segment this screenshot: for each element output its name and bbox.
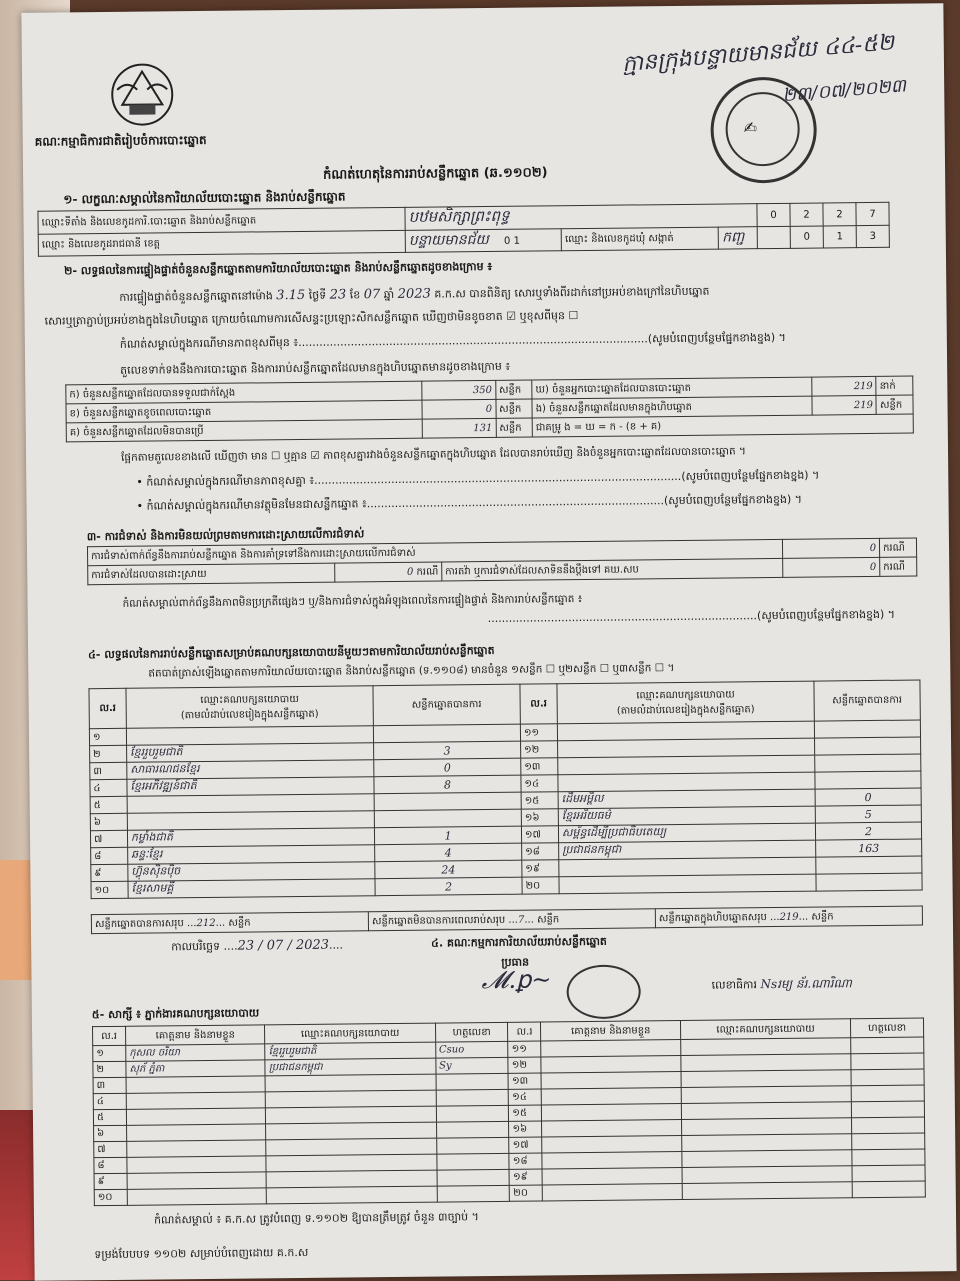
witness-party	[682, 1166, 852, 1184]
party-votes	[374, 809, 521, 828]
party-votes	[374, 792, 521, 811]
resolved-label: ការជំទាស់ដែលបានដោះស្រាយ	[88, 563, 335, 585]
party-votes	[373, 724, 520, 743]
witness-signature	[437, 1153, 510, 1170]
witness-col-header: ឈ្មោះគណបក្សនយោបាយ	[680, 1019, 850, 1040]
witness-party	[681, 1086, 851, 1104]
witness-name	[542, 1088, 682, 1105]
witness-no: ១	[93, 1045, 126, 1061]
col-votes: សន្លឹកឆ្នោតបានការ	[814, 680, 920, 721]
appeal-label: ការតវ៉ា ឬការជំទាស់ដែលសាទិននឹងប្តឹងទៅ គឃ.សប	[442, 558, 783, 581]
witness-signature	[852, 1149, 925, 1166]
party-votes	[814, 720, 920, 738]
valid-total: សន្លឹកឆ្នោតបានការសរុប ...212... សន្លឹក	[91, 912, 368, 934]
results-table	[88, 679, 922, 899]
unit-label: ករណី	[880, 557, 917, 576]
witness-no: ១៦	[509, 1121, 542, 1137]
footer-note: ទម្រង់បែបបទ ១១០២ សម្រាប់បំពេញដោយ គ.ក.ស	[94, 1245, 309, 1262]
difference-note: កំណត់សម្គាល់ក្នុងករណីមានភាពខុសពីមុន ៖....................................................................................................(សូមបំពេញបន្ថែមផ្នែកខាងខ្នង) ។	[119, 330, 786, 351]
verification-year: 2023	[397, 286, 431, 302]
section4-heading: ៤- លទ្ធផលនៃការរាប់សន្លឹកឆ្នោតសម្រាប់គណបក្សនយោបាយនីមួយៗតាមការិយាល័យរាប់សន្លឹកឆ្នោត	[88, 643, 495, 662]
witness-signature	[851, 1101, 924, 1118]
witness-name	[126, 1076, 266, 1093]
document-title: កំណត់ហេតុនៃការរាប់សន្លឹកឆ្នោត (ឆ.១១០២)	[323, 165, 548, 183]
valid-total-value: 212	[196, 917, 216, 929]
witness-signature	[436, 1137, 509, 1154]
party-votes: 2	[815, 822, 921, 840]
witness-party	[266, 1138, 436, 1156]
commune-value: កញ្ជ	[718, 227, 757, 249]
witness-table	[92, 1017, 926, 1206]
figures-intro: តួលេខទាក់ទងនឹងការបោះឆ្នោត និងការរាប់សន្លឹកឆ្នោតដែលមានក្នុងហិបឆ្នោតមានដូចខាងក្រោម ៖	[120, 359, 511, 377]
witness-name	[127, 1188, 267, 1205]
witness-signature	[852, 1165, 925, 1182]
box-total: សន្លឹកឆ្នោតក្នុងហិបឆ្នោតសរុប ...219... សន្លឹក	[655, 906, 922, 928]
witness-no: ១៥	[509, 1105, 542, 1121]
box-total-value: 219	[779, 911, 799, 923]
chair-label: ប្រធាន	[501, 955, 530, 969]
secretary: លេខាធិការ Nsរម្យ ន័រ.ណារិណា	[711, 976, 852, 992]
witness-no: ១៤	[509, 1089, 542, 1105]
party-votes: 5	[815, 805, 921, 823]
witness-signature: Csuo	[435, 1041, 508, 1058]
complaints-label: ការជំទាស់ពាក់ព័ន្ធនឹងការរាប់សន្លឹកឆ្នោត និងការគាំទ្រទៅនឹងការដោះស្រាយលើការជំទាស់	[87, 539, 782, 565]
result-no: ១២	[521, 741, 558, 758]
witness-party	[681, 1054, 851, 1072]
party-votes: 2	[375, 877, 522, 896]
result-no: ៣	[90, 762, 127, 779]
ballots-in-box-label: ង) ចំនួនសន្លឹកឆ្នោតដែលមានក្នុងហិបឆ្នោត	[532, 396, 812, 418]
witness-party	[267, 1186, 437, 1204]
witness-no: ១២	[508, 1057, 541, 1073]
witness-name	[541, 1040, 681, 1057]
witness-party	[266, 1122, 436, 1140]
chair-signature: 𝓜.ꝑ~	[481, 965, 552, 995]
witness-signature	[437, 1185, 510, 1202]
invalid-total-value: 7	[517, 914, 525, 926]
section4-sub: ឥតបាត់ត្រាស់ឡើងឆ្នោតតាមការិយាល័យបោះឆ្នោត និងរាប់សន្លឹកឆ្នោត (ទ.១១០៨) មានចំនួន ១សន្លឹក ☐ ឬ២សន្លឹក ☐ ឬ៣សន្លឹក ☐ ។	[148, 662, 675, 680]
unit-label: ករណី	[879, 538, 916, 557]
witness-party	[682, 1182, 852, 1200]
count-date: កាលបរិច្ឆេទ ....23 / 07 / 2023....	[171, 937, 344, 954]
final-note: កំណត់សម្គាល់ ៖ គ.ក.ស ត្រូវបំពេញ ទ.១១០២ ឱ្យបានត្រឹមត្រូវ ចំនួន ៣ច្បាប់ ។	[153, 1210, 479, 1227]
party-votes: 24	[375, 860, 522, 879]
result-no: ១៨	[522, 843, 559, 860]
section1-heading: ១- លក្ខណៈសម្គាល់នៃការិយាល័យបោះឆ្នោត និងរាប់សន្លឹកឆ្នោត	[63, 189, 346, 207]
party-votes: 0	[374, 758, 521, 777]
station-code-digit: 7	[856, 202, 889, 225]
spoiled-ballots-label: ខ) ចំនួនសន្លឹកឆ្នោតខូចពេលបោះឆ្នោត	[66, 400, 422, 423]
polling-station-value: បឋមសិក្សាព្រះពុទ្ធ	[405, 204, 757, 231]
witness-name	[542, 1120, 682, 1137]
party-name: ខ្មែរអភិវឌ្ឍន៍ជាតិ	[127, 777, 374, 797]
witness-name	[127, 1124, 267, 1141]
commune-code-digit: 3	[856, 225, 889, 247]
verification-day: 23	[329, 287, 347, 303]
committee-label: ៤. គណៈកម្មការការិយាល័យរាប់សន្លឹកឆ្នោត	[431, 934, 607, 950]
witness-name	[541, 1056, 681, 1073]
party-name: ហ៊្វុនស៊ិនប៉ិច	[128, 862, 375, 882]
party-name: ខ្មែរអរិយធម៌	[558, 806, 815, 826]
formula-label: ជាគម្រូ ង = ឃ = ក - (ខ + គ)	[532, 414, 913, 437]
witness-col-header: ឈ្មោះគណបក្សនយោបាយ	[265, 1023, 435, 1044]
unused-ballots-value: 131	[422, 418, 496, 438]
province-label: ឈ្មោះ និងលេខកូដរាជធានី ខេត្ត	[38, 230, 405, 256]
witness-signature	[436, 1089, 509, 1106]
discrepancy-note: • កំណត់សម្គាល់ក្នុងករណីមានភាពខុសគ្នា ៖.........................................................................................................(សូមបំពេញបន្ថែមផ្នែកខាងខ្នង) ។	[136, 468, 820, 489]
complaints-table	[87, 538, 917, 586]
witness-name	[126, 1092, 266, 1109]
witness-party	[265, 1074, 435, 1092]
witness-no: ៥	[93, 1109, 126, 1125]
witness-name	[127, 1156, 267, 1173]
witness-col-header: ល.រ	[508, 1022, 541, 1041]
party-votes: 8	[374, 775, 521, 794]
result-no: ១៧	[521, 826, 558, 843]
witness-name	[542, 1168, 682, 1185]
party-name: ប្រជាជនកម្ពុជា	[559, 840, 816, 860]
witness-signature: Sy	[436, 1057, 509, 1074]
invalid-total: សន្លឹកឆ្នោតមិនបានការពេលរាប់សរុប ...7... សន្លឹក	[368, 909, 655, 931]
complaints-value: 0	[782, 538, 879, 558]
witness-no: ១៣	[508, 1073, 541, 1089]
party-name: សម្ព័ន្ធដើម្បីប្រជាធិបតេយ្យ	[558, 823, 815, 843]
result-no: ៤	[90, 779, 127, 796]
verification-month: 07	[363, 287, 381, 303]
witness-no: ៧	[94, 1141, 127, 1157]
station-code-digit: 2	[790, 203, 823, 226]
witness-name	[542, 1136, 682, 1153]
result-no: ១៣	[521, 758, 558, 775]
ballots-in-box-value: 219	[812, 395, 877, 415]
party-votes: 4	[375, 843, 522, 862]
witness-party	[266, 1106, 436, 1124]
witness-no: ១៩	[509, 1169, 542, 1185]
witness-signature	[852, 1133, 925, 1150]
witness-no: ១១	[508, 1041, 541, 1057]
irregularities-fill: .............................................................................(សូមបំពេញបន្ថែមផ្នែកខាងខ្នង) ។	[487, 607, 896, 626]
party-name: កម្លាំងជាតិ	[127, 828, 374, 848]
party-votes	[815, 754, 921, 772]
intact-checkbox: ☑	[506, 309, 517, 323]
witness-no: ៣	[93, 1077, 126, 1093]
party-votes: 163	[816, 839, 922, 857]
polling-station-label: ឈ្មោះទីតាំង និងលេខកូដការិ.បោះឆ្នោត និងរាប់សន្លឹកឆ្នោត	[38, 207, 405, 234]
result-no: ៥	[90, 796, 127, 813]
result-no: ១៦	[521, 809, 558, 826]
result-no: ១១	[520, 724, 557, 741]
verification-line: ការផ្ទៀងផ្ទាត់ចំនួនសន្លឹកឆ្នោតនៅម៉ោង 3.15 ថ្ងៃទី 23 ខែ 07 ឆ្នាំ 2023 គ.ក.ស បានពិនិត្យ សោរឬទាំងពីរដាក់នៅប្រអប់ខាងក្រៅនៃហិបឆ្នោត	[119, 284, 710, 304]
witness-col-header: ហត្ថលេខា	[435, 1022, 508, 1042]
nec-emblem-icon	[107, 59, 178, 130]
witness-col-header: គោត្តនាម និងនាមខ្លួន	[126, 1025, 266, 1045]
witness-party	[681, 1102, 851, 1120]
witness-name	[127, 1172, 267, 1189]
figures-table	[65, 376, 914, 443]
result-no: ៩	[91, 864, 128, 881]
witness-no: ១៧	[509, 1137, 542, 1153]
witness-party: ប្រជាជនកម្ពុជា	[265, 1058, 435, 1076]
witness-party	[681, 1070, 851, 1088]
unit-label: សន្លឹក	[495, 380, 532, 399]
party-name: ខ្មែររួបរួមជាតិ	[127, 743, 374, 763]
witness-signature	[437, 1169, 510, 1186]
unit-label: នាក់	[876, 376, 913, 395]
party-votes: 0	[815, 788, 921, 806]
witness-no: ១០	[94, 1189, 127, 1205]
witness-name: សុភ័ ភ្នំតា	[126, 1060, 266, 1077]
witness-name	[541, 1072, 681, 1089]
unit-label: សន្លឹក	[496, 418, 533, 437]
col-party: ឈ្មោះគណបក្សនយោបាយ (តាមលំដាប់លេខរៀងក្នុងសន្លឹកឆ្នោត)	[557, 681, 814, 724]
witness-party	[681, 1038, 851, 1056]
witness-signature	[851, 1069, 924, 1086]
witness-signature	[851, 1085, 924, 1102]
party-name: សាធារណជនខ្មែរ	[127, 760, 374, 780]
voters-value: 219	[812, 376, 877, 396]
witness-name	[126, 1108, 266, 1125]
committee-stamp	[566, 964, 641, 1019]
resolved-cell: 0 ករណី	[335, 562, 442, 582]
witness-name	[542, 1104, 682, 1121]
result-no: ១	[89, 728, 126, 745]
section2-heading: ២- លទ្ធផលនៃការផ្ទៀងផ្ទាត់ចំនួនសន្លឹកឆ្នោតតាមការិយាល័យបោះឆ្នោត និងរាប់សន្លឹកឆ្នោតដូចខាងក្រោម ៖	[64, 259, 493, 278]
party-name: ខ្មែរសាមគ្គី	[128, 879, 375, 899]
changed-checkbox: ☐	[568, 309, 579, 323]
handwritten-date: ២៣/០៧/២០២៣	[781, 75, 907, 107]
received-ballots-value: 350	[421, 380, 495, 400]
result-no: ៧	[90, 830, 127, 847]
unit-label: សន្លឹក	[496, 399, 533, 418]
station-code-digit: 2	[823, 203, 856, 226]
commune-label: ឈ្មោះ និងលេខកូដឃុំ សង្កាត់	[561, 227, 718, 251]
voters-label: ឃ) ចំនួនអ្នកបោះឆ្នោតដែលបានបោះឆ្នោត	[532, 377, 812, 399]
result-no: ១៩	[522, 860, 559, 877]
party-name: ដើមអម្ពិល	[558, 789, 815, 809]
station-code-digit: 0	[757, 203, 790, 226]
resolved-value: 0	[406, 566, 414, 578]
unused-ballots-label: គ) ចំនួនសន្លឹកឆ្នោតដែលមិនបានប្រើ	[66, 419, 422, 442]
commune-code-digit: 1	[823, 226, 856, 248]
province-cell	[405, 229, 562, 253]
witness-col-header: ហត្ថលេខា	[851, 1018, 924, 1038]
result-no: ១៤	[521, 775, 558, 792]
irregularities-note: កំណត់សម្គាល់ពាក់ព័ន្ធនឹងភាពមិនប្រក្រតីផ្សេងៗ ឬ/និងការជំទាស់ក្នុងអំឡុងពេលនៃការផ្ទៀងផ្ទាត់ និងការរាប់សន្លឹកឆ្នោត ៖	[122, 593, 583, 610]
col-no: ល.រ	[520, 684, 557, 724]
party-votes	[815, 771, 921, 789]
party-name: ឆន្ទៈខ្មែរ	[128, 845, 375, 865]
form-paper	[21, 3, 956, 1281]
witness-no: ៦	[94, 1125, 127, 1141]
witness-party: ខ្មែររួបរួមជាតិ	[265, 1042, 435, 1060]
party-votes: 3	[374, 741, 521, 760]
verification-time: 3.15	[276, 287, 306, 304]
section1-table	[37, 202, 889, 257]
totals-table	[91, 905, 923, 934]
witness-name	[542, 1152, 682, 1169]
witness-col-header: គោត្តនាម និងនាមខ្លួន	[541, 1021, 681, 1041]
witness-signature	[852, 1181, 925, 1198]
party-votes: 1	[374, 826, 521, 845]
witness-signature	[436, 1105, 509, 1122]
party-votes	[816, 856, 922, 874]
result-no: ២០	[522, 877, 559, 894]
witness-no: ២០	[510, 1185, 543, 1201]
section5-heading: ៥- សាក្សី ៖ ភ្នាក់ងារគណបក្សនយោបាយ	[91, 1006, 260, 1022]
commune-code-digit: 0	[790, 226, 823, 248]
witness-party	[266, 1090, 436, 1108]
party-votes	[815, 737, 921, 755]
witness-signature	[851, 1037, 924, 1054]
witness-no: ១៨	[509, 1153, 542, 1169]
witness-signature	[851, 1053, 924, 1070]
witness-no: ៩	[94, 1173, 127, 1189]
party-name	[559, 874, 816, 894]
unit-label: សន្លឹក	[876, 395, 913, 414]
witness-name	[543, 1184, 683, 1201]
appeal-value: 0	[783, 557, 880, 577]
witness-signature	[436, 1121, 509, 1138]
witness-no: ៤	[93, 1093, 126, 1109]
seal-check-line: សោរឬត្រាភ្ជាប់ប្រអប់ខាងក្នុងនៃហិបឆ្នោត ក្រោយចំណោមការសើសន្ទះប្រឡោះសិកសន្លឹកឆ្នោត ឃើញថាមិនខូចខាត ☑ ឬខុសពីមុន ☐	[44, 309, 579, 328]
result-no: ៨	[91, 847, 128, 864]
result-no: ៦	[90, 813, 127, 830]
handwritten-location: ក្មានក្រុងបន្ទាយមានជ័យ ៤៤-៥២	[621, 30, 896, 78]
witness-signature	[436, 1073, 509, 1090]
official-stamp: ✍	[710, 77, 817, 184]
witness-name: កុសល ចរិយា	[126, 1044, 266, 1061]
witness-party	[682, 1150, 852, 1168]
witness-no: ៨	[94, 1157, 127, 1173]
witness-party	[682, 1134, 852, 1152]
result-no: ១០	[91, 881, 128, 898]
col-votes: សន្លឹកឆ្នោតបានការ	[373, 684, 520, 726]
col-no: ល.រ	[89, 688, 126, 728]
witness-party	[681, 1118, 851, 1136]
province-code: 0 1	[503, 235, 520, 247]
discrepancy-line: ផ្អែកតាមតួលេខខាងលើ ឃើញថា មាន ☐ ឬគ្មាន ☑ ភាពខុសគ្នារវាងចំនួនសន្លឹកឆ្នោតក្នុងហិបឆ្នោត ដែលបានរាប់ឃើញ និងចំនួនអ្នកបោះឆ្នោតដែលបានបោះឆ្នោត ។	[120, 445, 746, 464]
org-name: គណៈកម្មាធិការជាតិរៀបចំការបោះឆ្នោត	[34, 132, 207, 149]
witness-signature	[852, 1117, 925, 1134]
result-no: ២	[90, 745, 127, 762]
witness-party	[266, 1154, 436, 1172]
received-ballots-label: ក) ចំនួនសន្លឹកឆ្នោតដែលបានទទួលជាក់ស្តែង	[66, 381, 422, 404]
result-no: ១៥	[521, 792, 558, 809]
witness-col-header: ល.រ	[93, 1026, 126, 1045]
party-votes	[816, 873, 922, 891]
section3-heading: ៣- ការជំទាស់ និងការមិនយល់ព្រមតាមការដោះស្រាយលើការជំទាស់	[86, 527, 365, 544]
spoiled-ballots-value: 0	[422, 399, 496, 419]
non-ballot-note: • កំណត់សម្គាល់ក្នុងករណីមានវត្ថុមិនមែនជាសន្លឹកឆ្នោត ៖.....................................................................................(សូមបំពេញបន្ថែមផ្នែកខាងខ្នង) ។	[136, 492, 803, 513]
witness-no: ២	[93, 1061, 126, 1077]
province-value: បន្ទាយមានជ័យ	[408, 231, 489, 249]
witness-party	[266, 1170, 436, 1188]
witness-name	[127, 1140, 267, 1157]
col-party: ឈ្មោះគណបក្សនយោបាយ (តាមលំដាប់លេខរៀងក្នុងសន្លឹកឆ្នោត)	[126, 686, 373, 729]
